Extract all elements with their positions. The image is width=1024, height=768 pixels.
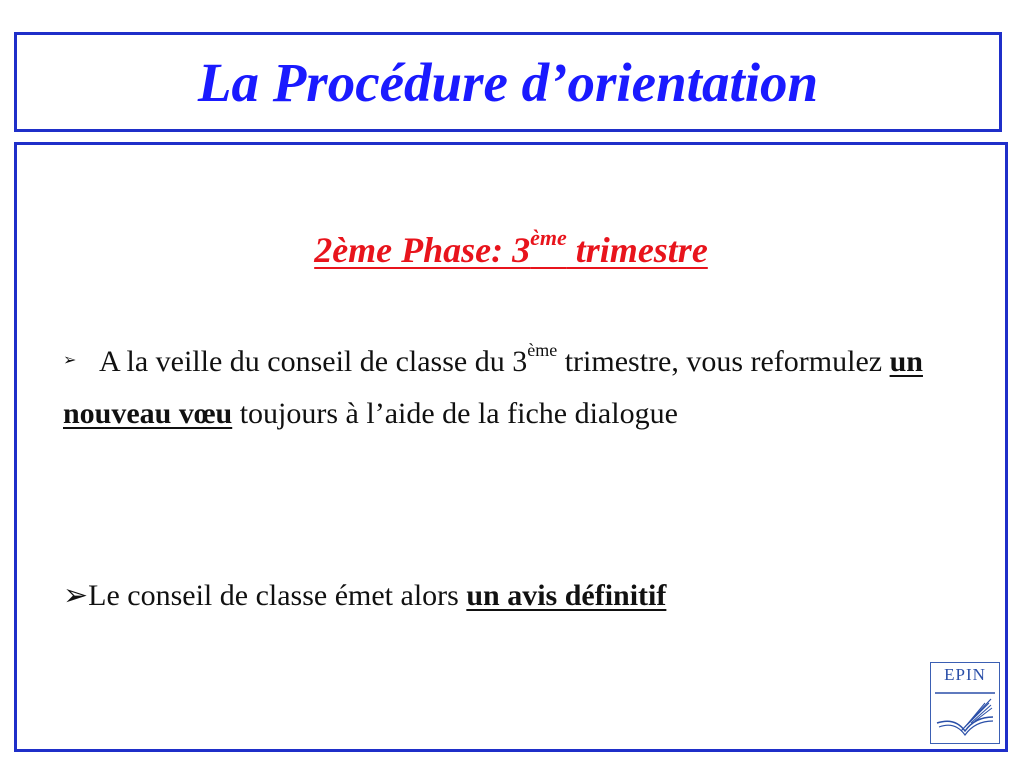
- subtitle-suffix: trimestre: [566, 230, 708, 270]
- logo-text: EPIN: [944, 665, 986, 684]
- subtitle-underlined: [314, 225, 708, 270]
- content-box: [14, 142, 1008, 752]
- bullet2-text-a: Le conseil de classe émet alors: [88, 579, 467, 612]
- arrow-bullet-icon: ➢: [63, 579, 89, 612]
- bullet1-text-c: toujours à l’aide de la fiche dialogue: [232, 397, 678, 431]
- book-feather-icon: [931, 687, 999, 743]
- slide-title: La Procédure d’orientation: [197, 51, 819, 113]
- arrow-bullet-icon: ➢: [63, 352, 77, 370]
- bullet1-text-a: A la veille du conseil de classe du 3: [99, 345, 528, 378]
- bullet-paragraph-1: [63, 337, 983, 439]
- title-box: [14, 32, 1002, 132]
- subtitle-prefix: 2ème Phase: 3: [314, 230, 531, 270]
- bullet1-superscript: ème: [527, 340, 558, 360]
- epin-logo: [930, 662, 1000, 744]
- bullet2-emphasis: un avis définitif: [466, 579, 667, 612]
- bullet1-emphasis: un nouveau vœu: [63, 345, 923, 431]
- bullet1-text-b: trimestre, vous reformulez: [557, 345, 890, 378]
- bullet-paragraph-2: [63, 571, 983, 621]
- slide-subtitle: [17, 225, 1005, 271]
- subtitle-superscript: ème: [530, 225, 567, 250]
